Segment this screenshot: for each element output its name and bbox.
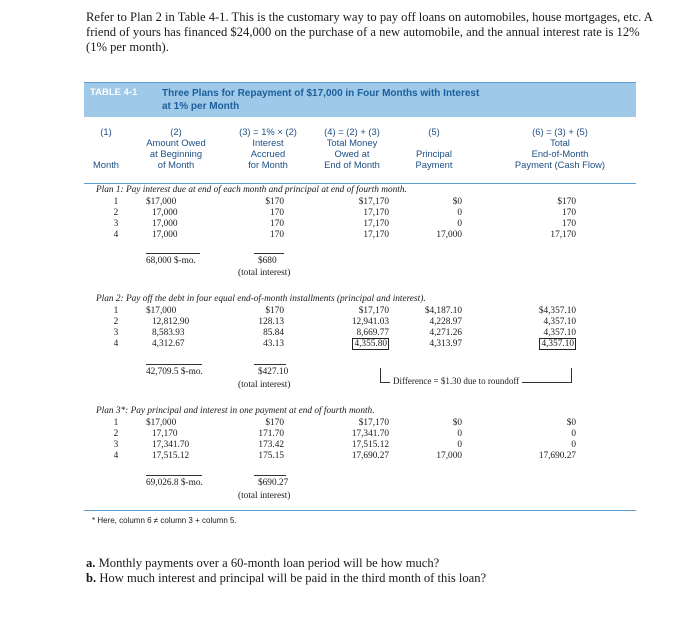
questions — [86, 556, 486, 586]
boxed-total-payment: 4,357.10 — [541, 339, 574, 349]
plan-3-row-1-col-5: $0 — [452, 418, 462, 428]
plan-2-row-4-col-4 — [352, 339, 389, 349]
plan-2-row-1-col-2: $17,000 — [146, 306, 177, 316]
plan-2-sum-amount: 42,709.5 $-mo. — [146, 367, 203, 377]
plan-2-row-4-col-3: 43.13 — [263, 339, 284, 349]
plan-3-title: Plan 3*: Pay principal and interest in one payment at end of fourth month. — [96, 406, 375, 416]
plan-2-total-interest-label: (total interest) — [238, 380, 291, 390]
plan-3-total-interest-label: (total interest) — [238, 491, 291, 501]
header-rule — [84, 183, 636, 184]
footer-rule — [84, 510, 636, 511]
plan-1-row-1-col-6: $170 — [557, 197, 576, 207]
plan-2-row-4-col-5: 4,313.97 — [429, 339, 462, 349]
plan-1-row-4-col-1: 4 — [113, 230, 119, 240]
column-header-4: (4) = (2) + (3) Total Money Owed at End of Month — [324, 126, 380, 170]
plan-1-row-3-col-4: 17,170 — [363, 219, 389, 229]
plan-3-row-4-col-5: 17,000 — [436, 451, 462, 461]
plan-1-row-3-col-5: 0 — [457, 219, 462, 229]
plan-1-row-1-col-1: 1 — [113, 197, 119, 207]
column-header-3: (3) = 1% × (2) Interest Accrued for Month — [239, 126, 297, 170]
plan-3-row-3-col-1: 3 — [113, 440, 119, 450]
plan-2-row-3-col-5: 4,271.26 — [429, 328, 462, 338]
plan-1-row-4-col-3: 170 — [270, 230, 284, 240]
plan-3-row-4-col-3: 175.15 — [258, 451, 284, 461]
plan-3-row-3-col-5: 0 — [457, 440, 462, 450]
plan-3-total-interest: $690.27 — [258, 478, 289, 488]
plan-3-row-3-col-3: 173.42 — [258, 440, 284, 450]
plan-3-row-1-col-1: 1 — [113, 418, 119, 428]
plan-3-row-1-col-4: $17,170 — [358, 418, 389, 428]
plan-1-row-2-col-2: 17,000 — [152, 208, 178, 218]
plan-1-row-3-col-1: 3 — [113, 219, 119, 229]
table-number: TABLE 4-1 — [90, 87, 138, 98]
plan-1-row-4-col-4: 17,170 — [363, 230, 389, 240]
plan-2-row-3-col-1: 3 — [113, 328, 119, 338]
column-header-2: (2) Amount Owed at Beginning of Month — [146, 126, 206, 170]
plan-3-row-1-col-3: $170 — [265, 418, 284, 428]
plan-3-row-4-col-4: 17,690.27 — [351, 451, 389, 461]
plan-3-sum-amount: 69,026.8 $-mo. — [146, 478, 203, 488]
column-header-6: (6) = (3) + (5) Total End-of-Month Payment (Cash Flow) — [514, 126, 606, 170]
plan-1-row-2-col-4: 17,170 — [363, 208, 389, 218]
plan-1-title: Plan 1: Pay interest due at end of each month and principal at end of fourth month. — [96, 185, 407, 195]
table-title: Three Plans for Repayment of $17,000 in Four Months with Interest at 1% per Month — [162, 88, 480, 112]
plan-2-row-2-col-3: 128.13 — [258, 317, 284, 327]
plan-3-row-2-col-4: 17,341.70 — [351, 429, 389, 439]
plan-1-row-2-col-1: 2 — [113, 208, 119, 218]
plan-3-row-2-col-5: 0 — [457, 429, 462, 439]
plan-2-row-1-col-4: $17,170 — [358, 306, 389, 316]
plan-1-row-2-col-3: 170 — [270, 208, 284, 218]
plan-2-row-1-col-5: $4,187.10 — [424, 306, 462, 316]
plan-2-row-4-col-2: 4,312.67 — [152, 339, 185, 349]
plan-1-row-3-col-3: 170 — [270, 219, 284, 229]
plan-3-row-4-col-6: 17,690.27 — [538, 451, 576, 461]
plan-2-row-4-col-1: 4 — [113, 339, 119, 349]
plan-1-row-4-col-6: 17,170 — [550, 230, 576, 240]
plan-1-row-1-col-4: $17,170 — [358, 197, 389, 207]
plan-2-row-3-col-6: 4,357.10 — [543, 328, 576, 338]
plan-2-row-3-col-3: 85.84 — [263, 328, 284, 338]
plan-1-row-1-col-2: $17,000 — [146, 197, 177, 207]
plan-1-total-interest: $680 — [258, 256, 277, 266]
plan-3-row-2-col-1: 2 — [113, 429, 119, 439]
question-b: b. How much interest and principal will be paid in the third month of this loan? — [86, 571, 487, 585]
plan-2-row-1-col-3: $170 — [265, 306, 284, 316]
question-a: a. Monthly payments over a 60-month loan period will be how much? — [86, 556, 440, 570]
plan-2-row-1-col-6: $4,357.10 — [538, 306, 576, 316]
plan-1-row-4-col-2: 17,000 — [152, 230, 178, 240]
plan-2-row-4-col-6 — [539, 339, 576, 349]
plan-3-row-3-col-2: 17,341.70 — [152, 440, 190, 450]
table-footnote: * Here, column 6 ≠ column 3 + column 5. — [92, 516, 237, 525]
plan-1-row-4-col-5: 17,000 — [436, 230, 462, 240]
plan-2-title: Plan 2: Pay off the debt in four equal end-of-month installments (principal and interest). — [96, 294, 426, 304]
plan-1-row-3-col-2: 17,000 — [152, 219, 178, 229]
difference-note: Difference = $1.30 due to roundoff — [390, 376, 522, 386]
plan-1-row-1-col-5: $0 — [452, 197, 462, 207]
plan-2-row-3-col-2: 8,583.93 — [152, 328, 185, 338]
plan-2-row-1-col-1: 1 — [113, 306, 119, 316]
plan-2-row-2-col-4: 12,941.03 — [351, 317, 389, 327]
column-header-5: (5) Principal Payment — [415, 126, 453, 170]
plan-1-total-interest-label: (total interest) — [238, 268, 291, 278]
plan-1-row-1-col-3: $170 — [265, 197, 284, 207]
column-header-1: (1) Month — [92, 126, 120, 170]
table-header-band — [84, 82, 636, 117]
plan-3-row-1-col-2: $17,000 — [146, 418, 177, 428]
plan-1-row-2-col-6: 170 — [562, 208, 576, 218]
repayment-table — [84, 82, 636, 525]
boxed-total-owed: 4,355.80 — [354, 339, 387, 349]
plan-2-row-2-col-5: 4,228.97 — [429, 317, 462, 327]
plan-3-row-3-col-4: 17,515.12 — [351, 440, 389, 450]
plan-3-row-4-col-2: 17,515.12 — [152, 451, 190, 461]
plan-3-row-4-col-1: 4 — [113, 451, 119, 461]
plan-1-row-2-col-5: 0 — [457, 208, 462, 218]
plan-3-row-2-col-6: 0 — [571, 429, 576, 439]
plan-3-row-2-col-2: 17,170 — [152, 429, 178, 439]
plan-1-row-3-col-6: 170 — [562, 219, 576, 229]
plan-1-sum-amount: 68,000 $-mo. — [146, 256, 196, 266]
plan-2-row-2-col-1: 2 — [113, 317, 119, 327]
problem-intro: Refer to Plan 2 in Table 4-1. This is the customary way to pay off loans on automobiles, house mortgages, etc. A friend of yours has financed $24,000 on the purchase of a new automobile, and the annual interest rate is 12% (1% per month). — [86, 10, 653, 54]
plan-2-row-2-col-2: 12,812.90 — [152, 317, 190, 327]
plan-2-row-3-col-4: 8,669.77 — [356, 328, 389, 338]
plan-2-total-interest: $427.10 — [258, 367, 289, 377]
plan-3-row-2-col-3: 171.70 — [258, 429, 284, 439]
plan-3-row-1-col-6: $0 — [566, 418, 576, 428]
plan-2-row-2-col-6: 4,357.10 — [543, 317, 576, 327]
plan-3-row-3-col-6: 0 — [571, 440, 576, 450]
